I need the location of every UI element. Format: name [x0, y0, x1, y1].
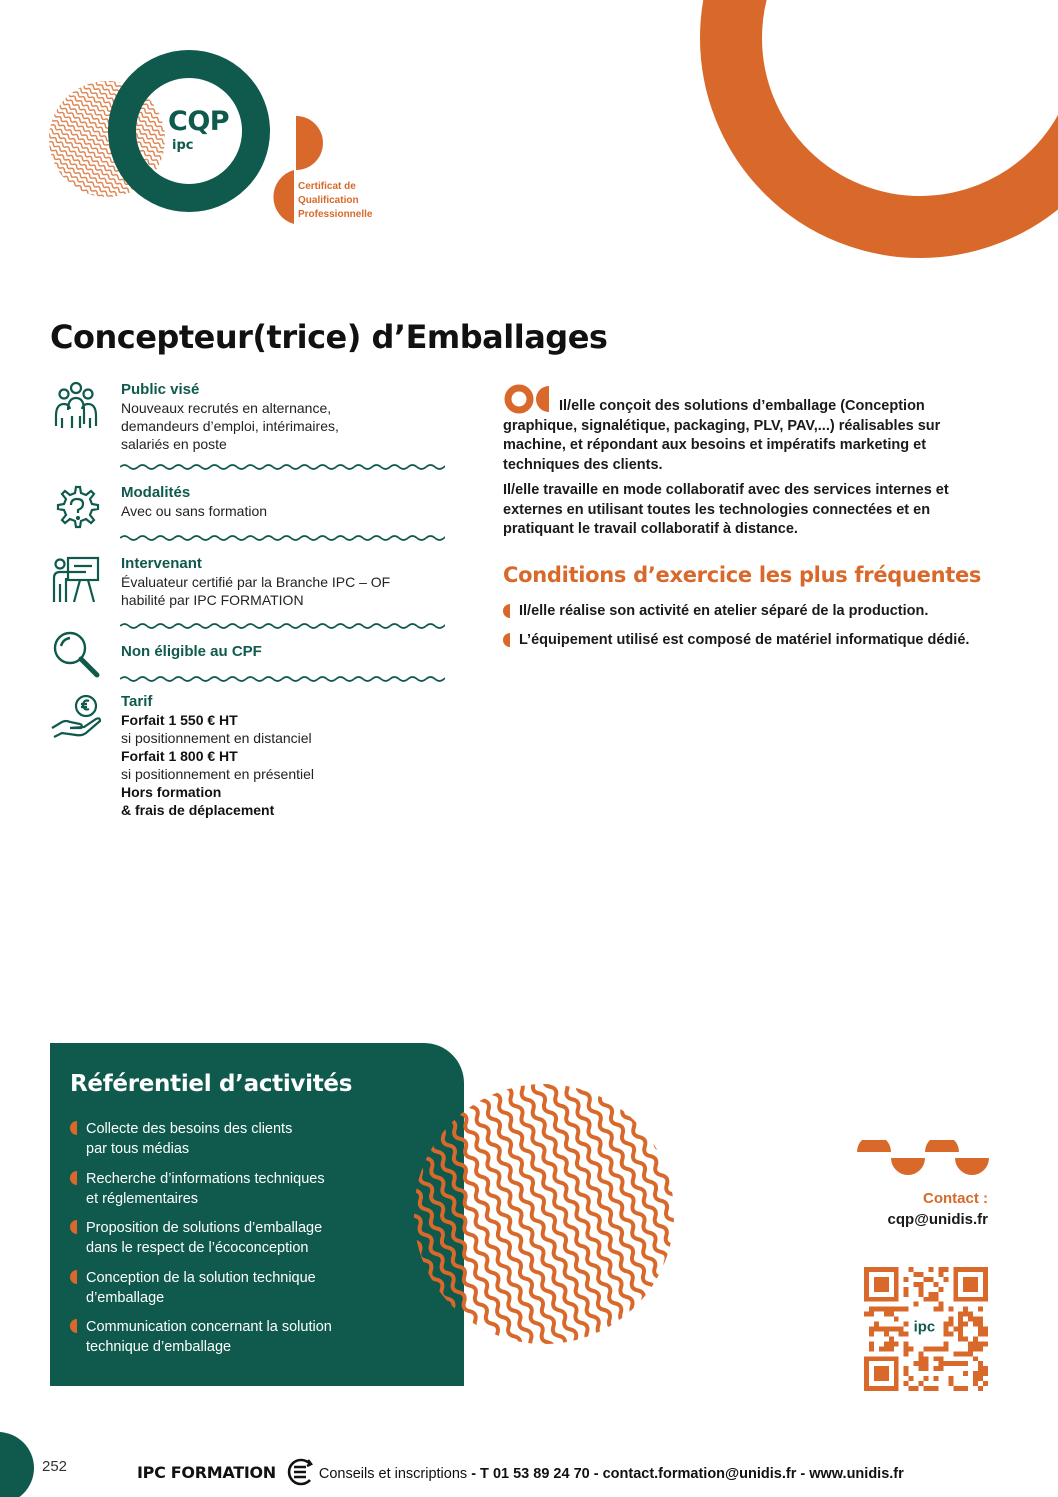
corner-decoration: [0, 1432, 34, 1497]
intro-paragraph-2: Il/elle travaille en mode collaboratif avec des services internes et externes en utilisant toutes les technologies connectées et en pratiquant le travail collaboratif à distance.: [503, 482, 949, 537]
wave-divider: [120, 533, 445, 543]
activity-line: technique d’emballage: [86, 1339, 232, 1355]
footer: [137, 1456, 904, 1488]
info-text: Nouveaux recrutés en alternance,: [121, 400, 332, 416]
info-modalites-body: [121, 483, 451, 520]
info-text: Avec ou sans formation: [121, 503, 268, 519]
qr-center-logo: ipc: [913, 1319, 936, 1336]
price-1-note: si positionnement en distanciel: [121, 730, 312, 746]
list-item-text: L’équipement utilisé est composé de matériel informatique dédié.: [519, 632, 970, 648]
list-item: [70, 1119, 370, 1159]
conditions-list: [503, 601, 973, 659]
info-heading: Tarif: [121, 693, 153, 710]
bullet-icon: [503, 604, 510, 618]
list-item: [503, 630, 973, 650]
mini-logo-icon: [503, 384, 551, 414]
wave-divider: [120, 462, 445, 472]
activity-line: Communication concernant la solution: [86, 1319, 332, 1335]
info-public: [50, 380, 450, 460]
info-cpf-body: [121, 642, 451, 661]
list-item: [70, 1169, 370, 1209]
list-item: [70, 1317, 370, 1357]
info-heading: Non éligible au CPF: [121, 643, 262, 660]
wave-divider: [120, 674, 445, 684]
ipc-brand-icon: [284, 1456, 316, 1488]
footer-contact-line[interactable]: - T 01 53 89 24 70 - contact.formation@unidis.fr - www.unidis.fr: [467, 1466, 904, 1482]
info-heading: Public visé: [121, 381, 200, 398]
contact-email-link[interactable]: cqp@unidis.fr: [887, 1211, 988, 1228]
info-tarif-body: [121, 692, 451, 819]
ipc-logo-text: ipc: [172, 138, 194, 153]
list-item: [70, 1218, 370, 1258]
decorative-orange-ring: [700, 0, 1058, 258]
hand-euro-icon: [50, 692, 102, 744]
activity-line: par tous médias: [86, 1141, 190, 1157]
contact-wave-icon: [855, 1140, 990, 1180]
activity-line: Recherche d’informations techniques: [86, 1170, 325, 1187]
qr-code-icon[interactable]: [864, 1267, 988, 1391]
bullet-icon: [70, 1220, 77, 1234]
info-text: habilité par IPC FORMATION: [121, 592, 304, 608]
info-modalites: [50, 483, 450, 533]
info-text: salariés en poste: [121, 436, 227, 452]
presenter-board-icon: [50, 554, 102, 606]
info-intervenant-body: [121, 554, 451, 609]
list-item-text: Il/elle réalise son activité en atelier séparé de la production.: [519, 603, 929, 619]
cert-line-2: Qualification: [298, 195, 359, 206]
cqp-logo-text: CQP: [168, 106, 230, 137]
info-intervenant: [50, 554, 450, 614]
bullet-icon: [70, 1121, 77, 1135]
info-public-body: [121, 380, 451, 453]
info-text: demandeurs d’emploi, intérimaires,: [121, 418, 339, 434]
price-1: Forfait 1 550 € HT: [121, 712, 238, 728]
intro-paragraph-1: [503, 384, 983, 475]
activities-list: [70, 1119, 370, 1367]
info-tarif: [50, 692, 450, 827]
contact-label: Contact :: [923, 1190, 988, 1207]
info-text: Évaluateur certifié par la Branche IPC – OF: [121, 574, 391, 590]
intro-text: [503, 384, 983, 546]
price-2: Forfait 1 800 € HT: [121, 748, 238, 764]
bullet-icon: [70, 1171, 77, 1185]
page-number: 252: [42, 1458, 68, 1475]
info-heading: Intervenant: [121, 555, 202, 572]
activity-line: et réglementaires: [86, 1190, 199, 1207]
info-heading: Modalités: [121, 484, 191, 501]
info-cpf: [50, 628, 450, 678]
tarif-extra: & frais de déplacement: [121, 802, 275, 818]
activity-line: Proposition de solutions d’emballage: [86, 1220, 323, 1236]
referentiel-panel: [50, 1043, 464, 1386]
gear-question-icon: [50, 483, 102, 535]
activity-line: d’emballage: [86, 1289, 165, 1306]
wave-pattern-circle: [413, 1083, 675, 1345]
magnifier-icon: [50, 628, 102, 680]
footer-brand: IPC FORMATION: [137, 1463, 276, 1482]
activity-line: Conception de la solution technique: [86, 1269, 316, 1286]
footer-conseils: Conseils et inscriptions: [318, 1466, 468, 1482]
certificate-caption: [298, 180, 372, 222]
bullet-icon: [70, 1270, 77, 1284]
activity-line: Collecte des besoins des clients: [86, 1121, 293, 1137]
bullet-icon: [70, 1319, 77, 1333]
activity-line: dans le respect de l’écoconception: [86, 1240, 309, 1256]
price-2-note: si positionnement en présentiel: [121, 766, 315, 782]
tarif-extra: Hors formation: [121, 784, 222, 800]
referentiel-title: Référentiel d’activités: [70, 1071, 353, 1097]
bullet-icon: [503, 633, 510, 647]
page-title: Concepteur(trice) d’Emballages: [50, 318, 608, 356]
intro-paragraph-1-text: Il/elle conçoit des solutions d’emballage (Conception graphique, signalétique, packaging, PLV, PAV,...) réalisables sur machine, et répondant aux besoins et impératifs marketing et techniques des clients.: [503, 398, 941, 473]
list-item: [70, 1268, 370, 1308]
cert-line-1: Certificat de: [298, 181, 356, 192]
cert-line-3: Professionnelle: [298, 209, 373, 220]
people-group-icon: [50, 380, 102, 432]
cqp-logo: [48, 48, 388, 228]
conditions-title: Conditions d’exercice les plus fréquentes: [503, 563, 982, 587]
list-item: [503, 601, 973, 621]
